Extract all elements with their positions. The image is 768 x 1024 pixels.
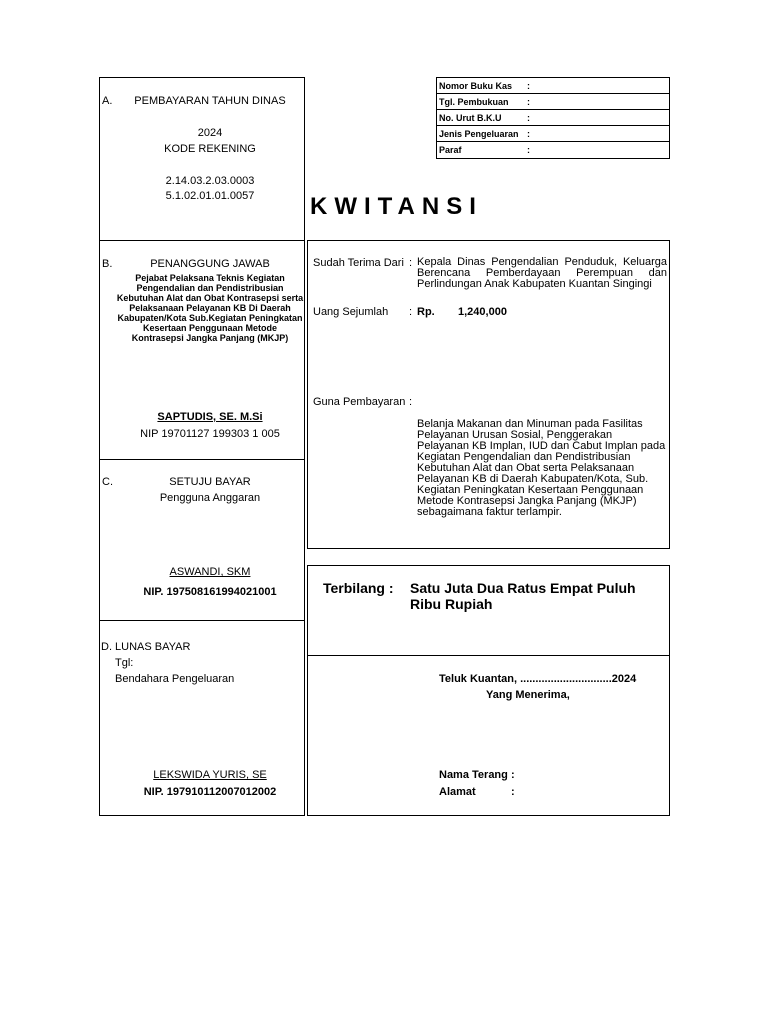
- from-separator: :: [409, 257, 413, 269]
- section-b-name: SAPTUDIS, SE. M.Si: [157, 411, 263, 423]
- section-a-year: 2024: [197, 127, 223, 139]
- receiver-address-separator: :: [511, 786, 515, 798]
- section-c-letter: C.: [102, 476, 113, 488]
- kode-rekening-1: 2.14.03.2.03.0003: [165, 175, 255, 187]
- left-column-frame: [99, 77, 305, 816]
- receiver-name-separator: :: [511, 769, 515, 781]
- bku-sep: :: [527, 97, 530, 107]
- section-c-nip: NIP. 197508161994021001: [143, 586, 277, 598]
- bku-sep: :: [527, 113, 530, 123]
- receiver-place-date: Teluk Kuantan, ..............................2024: [439, 673, 637, 685]
- bku-row-line: [436, 109, 670, 110]
- kode-rekening-2: 5.1.02.01.01.0057: [165, 190, 255, 202]
- bku-label-nomor: Nomor Buku Kas: [439, 81, 513, 91]
- from-value: Kepala Dinas Pengendalian Penduduk, Keluarga Berencana Pemberdayaan Perempuan dan Perlindungan Anak Kabupaten Kuantan Singingi: [417, 256, 667, 290]
- bku-label-tgl: Tgl. Pembukuan: [439, 97, 509, 107]
- section-b-letter: B.: [102, 258, 113, 270]
- section-a-title: PEMBAYARAN TAHUN DINAS: [134, 95, 286, 107]
- section-b-title: PENANGGUNG JAWAB: [150, 258, 270, 270]
- bku-sep: :: [527, 145, 530, 155]
- section-d-tgl: Tgl:: [115, 657, 134, 669]
- purpose-label: Guna Pembayaran: [313, 396, 406, 408]
- receiver-address-label: Alamat: [439, 786, 476, 798]
- section-d-name: LEKSWIDA YURIS, SE: [153, 769, 267, 781]
- bku-label-paraf: Paraf: [439, 145, 462, 155]
- receiver-name-label: Nama Terang: [439, 769, 508, 781]
- terbilang-divider: [307, 655, 670, 656]
- from-label: Sudah Terima Dari: [313, 257, 404, 269]
- terbilang-label: Terbilang :: [323, 580, 394, 596]
- terbilang-value: Satu Juta Dua Ratus Empat Puluh Ribu Rupiah: [410, 580, 636, 612]
- divider-a-b: [99, 240, 305, 241]
- divider-b-c: [99, 459, 305, 460]
- purpose-value: Belanja Makanan dan Minuman pada Fasilitas Pelayanan Urusan Sosial, Penggerakan Pelayanan KB Implan, IUD dan Cabut Implan pada Kegiatan Pengendalian dan Pendistribusian Kebutuhan Alat dan Obat serta Pelaksanaan Pelayanan KB di Daerah Kabupaten/Kota, Sub. Kegiatan Peningkatan Kesertaan Penggunaan Metode Kontrasepsi Jangka Panjang (MKJP) sebagaimana faktur terlampir.: [417, 418, 666, 518]
- section-c-title: SETUJU BAYAR: [169, 476, 251, 488]
- amount-value: 1,240,000: [458, 306, 507, 318]
- section-b-description: Pejabat Pelaksana Teknis Kegiatan Pengendalian dan Pendistribusian Kebutuhan Alat dan Obat Kontrasepsi serta Pelaksanaan Pelayanan KB Di Daerah Kabupaten/Kota Sub.Kegiatan Peningkatan Kesertaan Penggunaan Metode Kontrasepsi Jangka Panjang (MKJP): [116, 273, 304, 343]
- kode-rekening-label: KODE REKENING: [164, 143, 256, 155]
- section-d-role: Bendahara Pengeluaran: [115, 673, 235, 685]
- section-a-letter: A.: [102, 95, 113, 107]
- amount-separator: :: [409, 306, 413, 318]
- bku-row-line: [436, 93, 670, 94]
- bku-label-jenis: Jenis Pengeluaran: [439, 129, 519, 139]
- amount-currency: Rp.: [417, 306, 435, 318]
- bku-label-no-urut: No. Urut B.K.U: [439, 113, 502, 123]
- receiver-title: Yang Menerima,: [486, 689, 570, 701]
- section-c-subtitle: Pengguna Anggaran: [159, 492, 261, 504]
- section-c-name: ASWANDI, SKM: [169, 566, 251, 578]
- section-d-title: D. LUNAS BAYAR: [101, 641, 191, 653]
- section-d-nip: NIP. 197910112007012002: [143, 786, 277, 798]
- bku-sep: :: [527, 81, 530, 91]
- bku-sep: :: [527, 129, 530, 139]
- divider-c-d: [99, 620, 305, 621]
- purpose-separator: :: [409, 396, 413, 408]
- amount-label: Uang Sejumlah: [313, 306, 389, 318]
- bku-row-line: [436, 125, 670, 126]
- section-b-nip: NIP 19701127 199303 1 005: [140, 428, 280, 440]
- document-title: KWITANSI: [310, 193, 483, 220]
- bku-row-line: [436, 141, 670, 142]
